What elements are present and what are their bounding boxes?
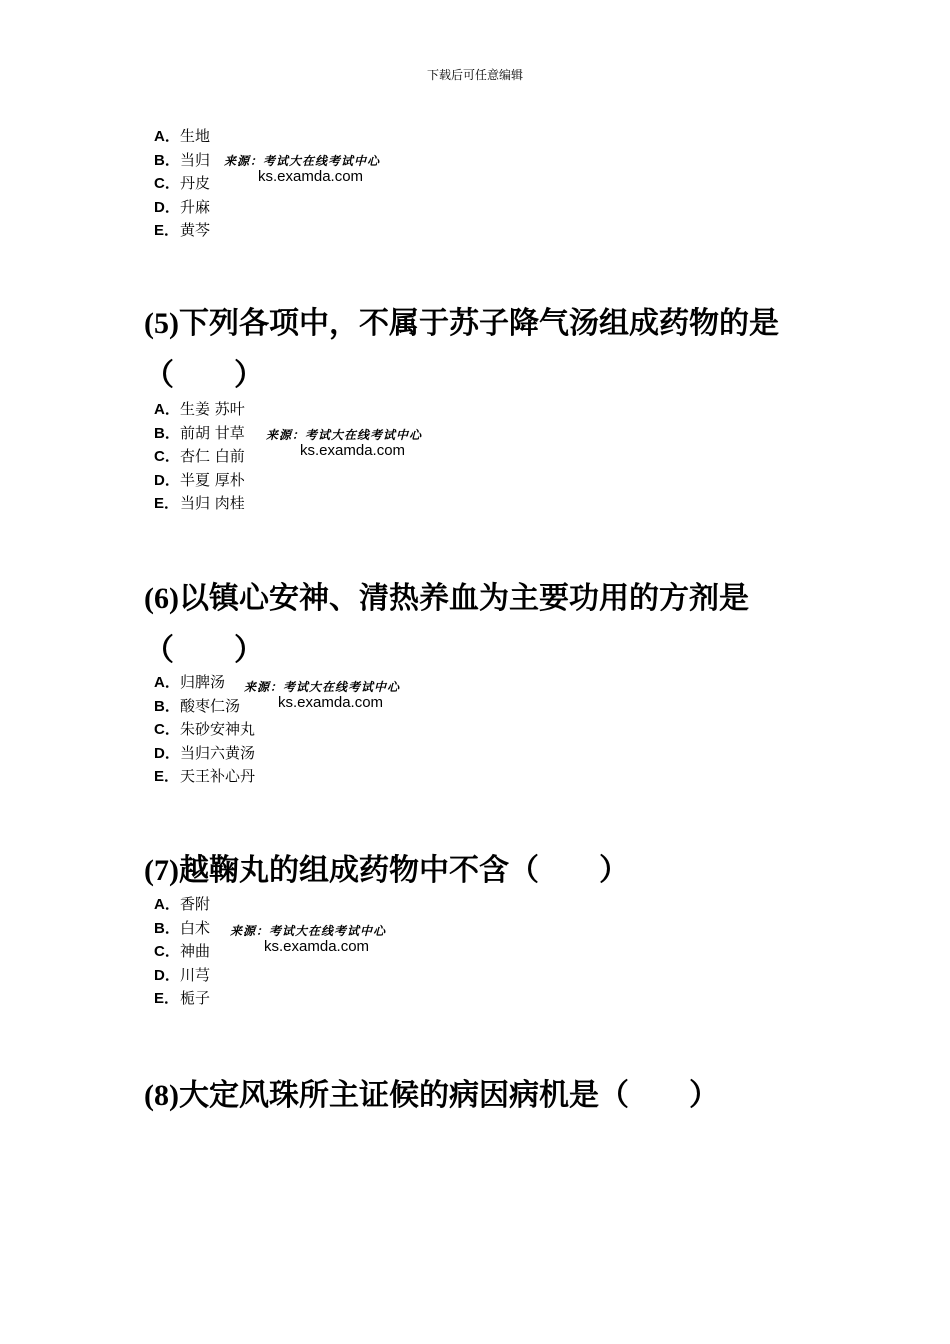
question-7 (144, 845, 824, 897)
option-text: 当归 (180, 150, 211, 169)
option-letter: E． (154, 222, 180, 239)
option-c (154, 718, 255, 742)
option-e (154, 765, 255, 789)
option-a (154, 671, 255, 695)
option-e (154, 219, 210, 243)
option-text: 栀子 (180, 989, 211, 1007)
option-letter: D． (154, 471, 180, 489)
option-text: 杏仁 白前 (180, 447, 245, 465)
option-letter: C． (154, 448, 180, 465)
watermark-source: 来源：考试大在线考试中心 (244, 680, 401, 694)
option-a (154, 893, 210, 917)
option-text: 升麻 (180, 197, 211, 216)
option-a (154, 125, 210, 149)
option-text: 朱砂安神丸 (180, 720, 256, 738)
option-letter: B． (154, 151, 180, 169)
option-letter: C． (154, 175, 180, 192)
watermark-url: ks.examda.com (300, 442, 406, 459)
question-number: (5) (144, 307, 179, 340)
option-letter: E． (154, 495, 180, 512)
watermark-source: 来源：考试大在线考试中心 (224, 154, 381, 168)
question-6 (144, 573, 824, 677)
option-letter: B． (154, 919, 180, 937)
option-letter: E． (154, 990, 180, 1007)
option-letter: D． (154, 198, 180, 216)
option-text: 当归六黄汤 (180, 743, 256, 762)
option-text: 生姜 苏叶 (180, 400, 245, 418)
question-number: (8) (144, 1079, 179, 1112)
watermark-stamp (230, 924, 386, 955)
option-c (154, 172, 210, 196)
watermark-source: 来源：考试大在线考试中心 (266, 428, 423, 442)
option-text: 白术 (180, 918, 211, 937)
option-letter: B． (154, 697, 180, 715)
option-d (154, 196, 210, 220)
option-b (154, 422, 245, 446)
option-text: 川芎 (180, 965, 211, 984)
option-text: 神曲 (180, 942, 211, 960)
option-d (154, 469, 245, 493)
q7-options (154, 893, 210, 1011)
option-letter: D． (154, 744, 180, 762)
option-text: 当归 肉桂 (180, 494, 245, 512)
question-text: 大定风珠所主证候的病因病机是（ ） (178, 1078, 719, 1113)
option-text: 前胡 甘草 (180, 423, 245, 442)
option-text: 天王补心丹 (180, 767, 256, 785)
option-c (154, 445, 245, 469)
watermark-url: ks.examda.com (278, 694, 384, 711)
option-letter: A． (154, 896, 180, 913)
option-e (154, 492, 245, 516)
option-e (154, 987, 210, 1011)
option-letter: C． (154, 721, 180, 738)
option-text: 酸枣仁汤 (180, 696, 241, 715)
option-letter: C． (154, 943, 180, 960)
page-header: 下载后可任意编辑 (426, 68, 523, 82)
option-b (154, 695, 255, 719)
option-b (154, 917, 210, 941)
watermark-url: ks.examda.com (258, 168, 364, 185)
q6-options (154, 671, 255, 789)
option-c (154, 940, 210, 964)
watermark-url: ks.examda.com (264, 938, 370, 955)
option-text: 半夏 厚朴 (180, 470, 245, 489)
watermark-stamp (224, 154, 380, 185)
option-a (154, 398, 245, 422)
option-letter: E． (154, 768, 180, 785)
option-d (154, 742, 255, 766)
option-text: 归脾汤 (180, 673, 226, 691)
option-letter: A． (154, 128, 180, 145)
option-b (154, 149, 210, 173)
question-5 (144, 298, 824, 402)
question-8 (144, 1070, 824, 1122)
q4-options (154, 125, 210, 243)
question-number: (6) (144, 582, 179, 615)
question-text: 下列各项中，不属于苏子降气汤组成药物的是（ ） (144, 306, 779, 393)
option-letter: A． (154, 401, 180, 418)
option-letter: D． (154, 966, 180, 984)
watermark-stamp (266, 428, 422, 459)
question-text: 以镇心安神、清热养血为主要功用的方剂是（ ） (144, 581, 749, 668)
question-text: 越鞠丸的组成药物中不含（ ） (178, 853, 629, 888)
option-letter: B． (154, 424, 180, 442)
option-text: 丹皮 (180, 174, 211, 192)
watermark-source: 来源：考试大在线考试中心 (230, 924, 387, 938)
option-text: 黄芩 (180, 221, 211, 239)
option-d (154, 964, 210, 988)
option-text: 香附 (180, 895, 211, 913)
option-letter: A． (154, 674, 180, 691)
q5-options (154, 398, 245, 516)
question-number: (7) (144, 854, 179, 887)
watermark-stamp (244, 680, 400, 711)
option-text: 生地 (180, 127, 211, 145)
